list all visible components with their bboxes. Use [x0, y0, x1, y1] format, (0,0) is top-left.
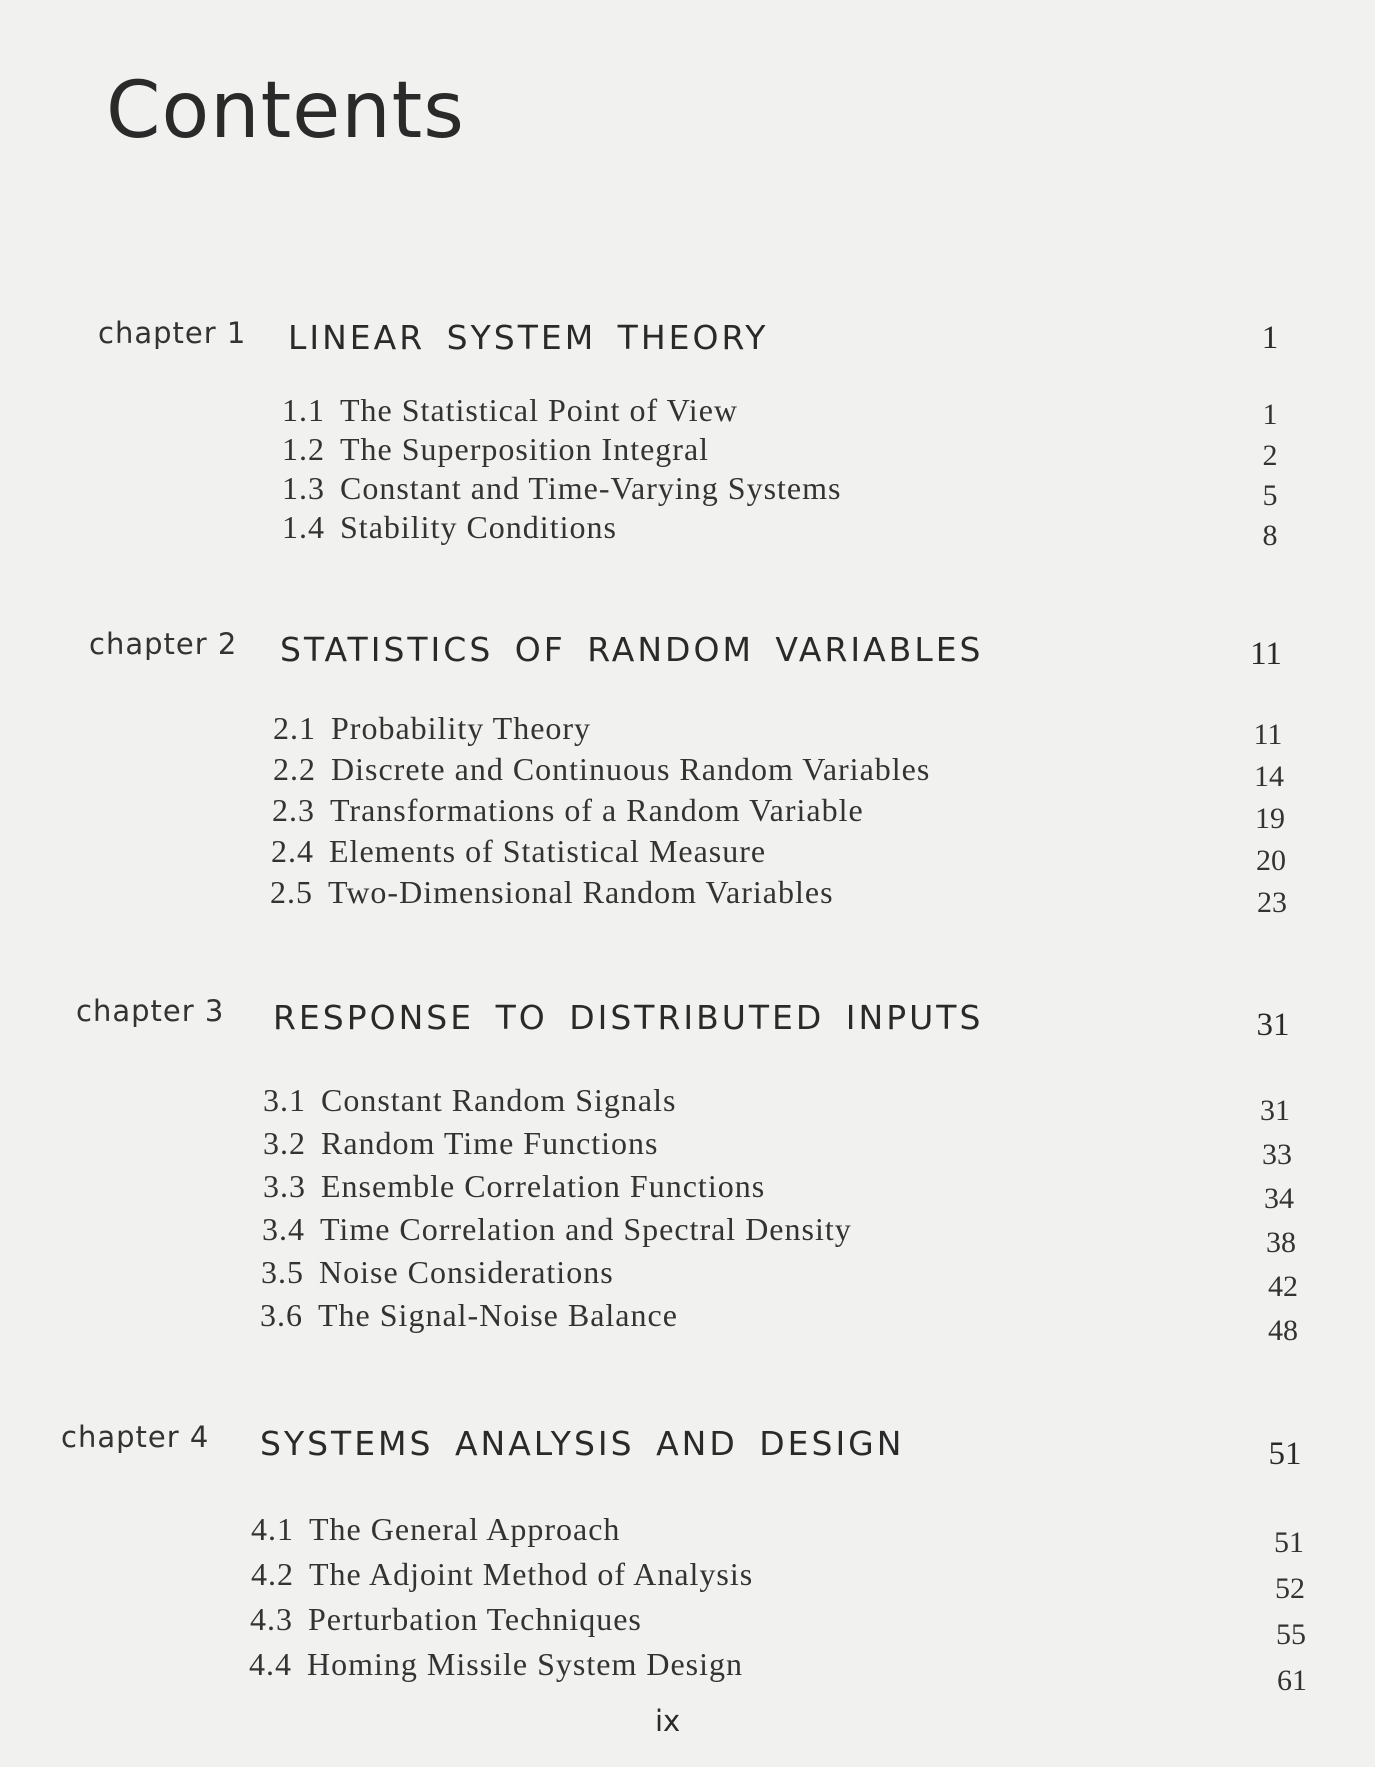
- chapter-title: SYSTEMS ANALYSIS AND DESIGN: [260, 1424, 905, 1463]
- section-title: The Superposition Integral: [340, 431, 710, 467]
- section-title: Two-Dimensional Random Variables: [328, 874, 834, 910]
- section-page-number: 51: [1274, 1526, 1304, 1559]
- section-entry: [261, 1254, 614, 1291]
- section-title: Homing Missile System Design: [307, 1646, 744, 1682]
- section-page-number: 61: [1277, 1664, 1307, 1697]
- section-number: 3.6: [260, 1297, 303, 1333]
- chapter-page-number: 51: [1268, 1436, 1302, 1472]
- section-entry: [282, 392, 738, 429]
- section-page-number: 31: [1260, 1094, 1290, 1127]
- chapter-title: LINEAR SYSTEM THEORY: [288, 318, 769, 357]
- chapter-label: chapter 1: [98, 316, 247, 350]
- section-page-number: 20: [1256, 844, 1286, 877]
- section-entry: [260, 1297, 678, 1334]
- section-entry: [282, 509, 617, 546]
- section-title: Noise Considerations: [319, 1254, 614, 1290]
- section-entry: [273, 751, 930, 788]
- section-number: 1.2: [282, 431, 325, 467]
- section-title: Elements of Statistical Measure: [329, 833, 767, 869]
- section-title: The General Approach: [309, 1511, 621, 1547]
- section-page-number: 2: [1262, 439, 1278, 472]
- section-number: 4.4: [249, 1646, 292, 1682]
- chapter-label: chapter 4: [61, 1420, 210, 1454]
- section-page-number: 33: [1262, 1138, 1292, 1171]
- section-title: Random Time Functions: [321, 1125, 659, 1161]
- section-page-number: 19: [1255, 802, 1285, 835]
- section-entry: [270, 874, 834, 911]
- section-entry: [249, 1646, 743, 1683]
- section-number: 4.3: [250, 1601, 293, 1637]
- section-number: 3.4: [262, 1211, 305, 1247]
- section-number: 4.1: [251, 1511, 294, 1547]
- chapter-title: RESPONSE TO DISTRIBUTED INPUTS: [273, 998, 984, 1037]
- section-page-number: 55: [1276, 1618, 1306, 1651]
- section-entry: [263, 1082, 676, 1119]
- section-number: 2.3: [272, 792, 315, 828]
- section-page-number: 42: [1268, 1270, 1298, 1303]
- section-number: 2.4: [271, 833, 314, 869]
- section-title: Time Correlation and Spectral Density: [320, 1211, 852, 1247]
- section-page-number: 8: [1262, 519, 1278, 552]
- section-title: Transformations of a Random Variable: [330, 792, 864, 828]
- section-number: 1.4: [282, 509, 325, 545]
- section-entry: [263, 1168, 765, 1205]
- page-folio: ix: [655, 1704, 681, 1738]
- section-page-number: 1: [1262, 398, 1278, 431]
- page-title: Contents: [106, 66, 465, 156]
- section-title: Stability Conditions: [340, 509, 617, 545]
- section-title: Probability Theory: [331, 710, 592, 746]
- section-entry: [282, 431, 709, 468]
- section-title: Perturbation Techniques: [308, 1601, 642, 1637]
- section-number: 3.3: [263, 1168, 306, 1204]
- chapter-page-number: 31: [1256, 1007, 1290, 1043]
- section-entry: [251, 1556, 753, 1593]
- section-page-number: 34: [1264, 1182, 1294, 1215]
- section-entry: [251, 1511, 620, 1548]
- section-entry: [271, 833, 766, 870]
- section-entry: [262, 1211, 852, 1248]
- section-page-number: 23: [1257, 886, 1287, 919]
- section-number: 2.2: [273, 751, 316, 787]
- section-title: The Signal-Noise Balance: [318, 1297, 678, 1333]
- chapter-page-number: 11: [1250, 636, 1282, 672]
- section-page-number: 38: [1266, 1226, 1296, 1259]
- section-number: 1.3: [282, 470, 325, 506]
- chapter-label: chapter 2: [89, 627, 238, 661]
- chapter-page-number: 1: [1261, 320, 1279, 356]
- chapter-label: chapter 3: [76, 994, 225, 1028]
- section-entry: [282, 470, 841, 507]
- section-title: Discrete and Continuous Random Variables: [331, 751, 931, 787]
- section-title: The Adjoint Method of Analysis: [309, 1556, 754, 1592]
- section-title: The Statistical Point of View: [340, 392, 738, 428]
- section-entry: [250, 1601, 642, 1638]
- section-number: 1.1: [282, 392, 325, 428]
- section-page-number: 14: [1254, 760, 1284, 793]
- section-title: Constant and Time-Varying Systems: [340, 470, 842, 506]
- chapter-title: STATISTICS OF RANDOM VARIABLES: [280, 630, 984, 669]
- section-page-number: 11: [1253, 718, 1283, 751]
- section-entry: [263, 1125, 659, 1162]
- section-entry: [273, 710, 591, 747]
- section-number: 3.2: [263, 1125, 306, 1161]
- section-title: Constant Random Signals: [321, 1082, 677, 1118]
- section-title: Ensemble Correlation Functions: [321, 1168, 766, 1204]
- section-entry: [272, 792, 864, 829]
- section-number: 4.2: [251, 1556, 294, 1592]
- section-number: 3.1: [263, 1082, 306, 1118]
- section-page-number: 5: [1262, 479, 1278, 512]
- section-number: 2.5: [270, 874, 313, 910]
- section-page-number: 48: [1268, 1314, 1298, 1347]
- section-number: 2.1: [273, 710, 316, 746]
- section-page-number: 52: [1275, 1572, 1305, 1605]
- section-number: 3.5: [261, 1254, 304, 1290]
